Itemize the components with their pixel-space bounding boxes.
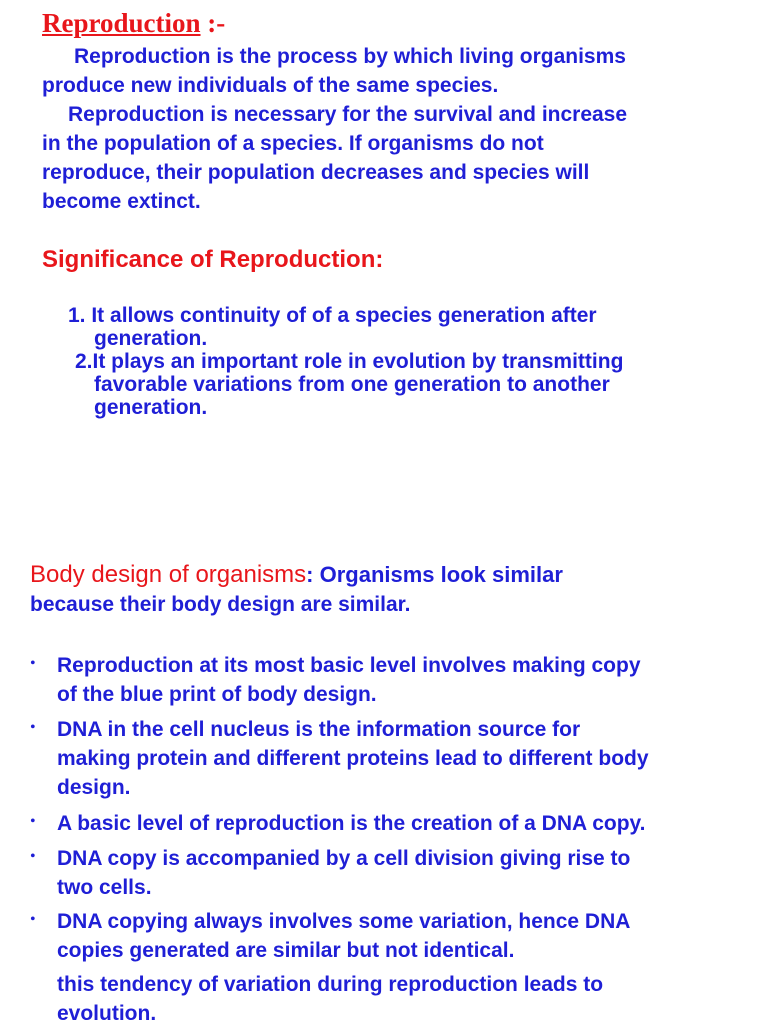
bullet-4-line1: DNA copy is accompanied by a cell division giving rise to — [57, 847, 631, 870]
significance-item-2-line2: favorable variations from one generation to another — [94, 373, 610, 396]
bullet-marker: • — [30, 719, 36, 736]
significance-item-1-line2: generation. — [94, 327, 208, 350]
bullet-5-line2: copies generated are similar but not identical. — [57, 939, 515, 962]
intro-p2-line4: become extinct. — [42, 190, 201, 213]
body-design-heading-title: Body design of organisms — [30, 561, 307, 588]
intro-p2-line1: Reproduction is necessary for the survival and increase — [68, 103, 628, 126]
significance-item-2-line3: generation. — [94, 396, 208, 419]
body-design-heading-line2: because their body design are similar. — [30, 593, 411, 616]
page-title — [42, 8, 225, 39]
title-text: Reproduction — [42, 8, 201, 38]
bullet-2-line1: DNA in the cell nucleus is the information source for — [57, 718, 581, 741]
significance-item-2-line1: 2.It plays an important role in evolution by transmitting — [75, 350, 624, 373]
bullet-1-line2: of the blue print of body design. — [57, 683, 377, 706]
bullet-2-line3: design. — [57, 776, 131, 799]
intro-p1-line2: produce new individuals of the same species. — [42, 74, 499, 97]
bullet-5-line1: DNA copying always involves some variation, hence DNA — [57, 910, 631, 933]
significance-heading — [42, 246, 383, 274]
body-design-heading — [30, 561, 563, 589]
intro-p2-line3: reproduce, their population decreases and species will — [42, 161, 590, 184]
bullet-3-line1: A basic level of reproduction is the creation of a DNA copy. — [57, 812, 646, 835]
intro-p1-line1: Reproduction is the process by which living organisms — [74, 45, 626, 68]
bullet-marker: • — [30, 655, 36, 672]
bullet-2-line2: making protein and different proteins lead to different body — [57, 747, 649, 770]
closing-line1: this tendency of variation during reproduction leads to — [57, 973, 604, 996]
closing-line2: evolution. — [57, 1002, 157, 1025]
significance-item-1-line1: 1. It allows continuity of of a species generation after — [68, 304, 597, 327]
bullet-marker: • — [30, 813, 36, 830]
bullet-4-line2: two cells. — [57, 876, 152, 899]
significance-heading-text: Significance of Reproduction — [42, 246, 376, 273]
title-suffix: :- — [200, 8, 226, 38]
significance-heading-colon: : — [375, 246, 384, 273]
bullet-marker: • — [30, 848, 36, 865]
bullet-marker: • — [30, 911, 36, 928]
intro-p2-line2: in the population of a species. If organisms do not — [42, 132, 544, 155]
body-design-heading-rest: : Organisms look similar — [306, 562, 563, 587]
bullet-1-line1: Reproduction at its most basic level involves making copy — [57, 654, 641, 677]
